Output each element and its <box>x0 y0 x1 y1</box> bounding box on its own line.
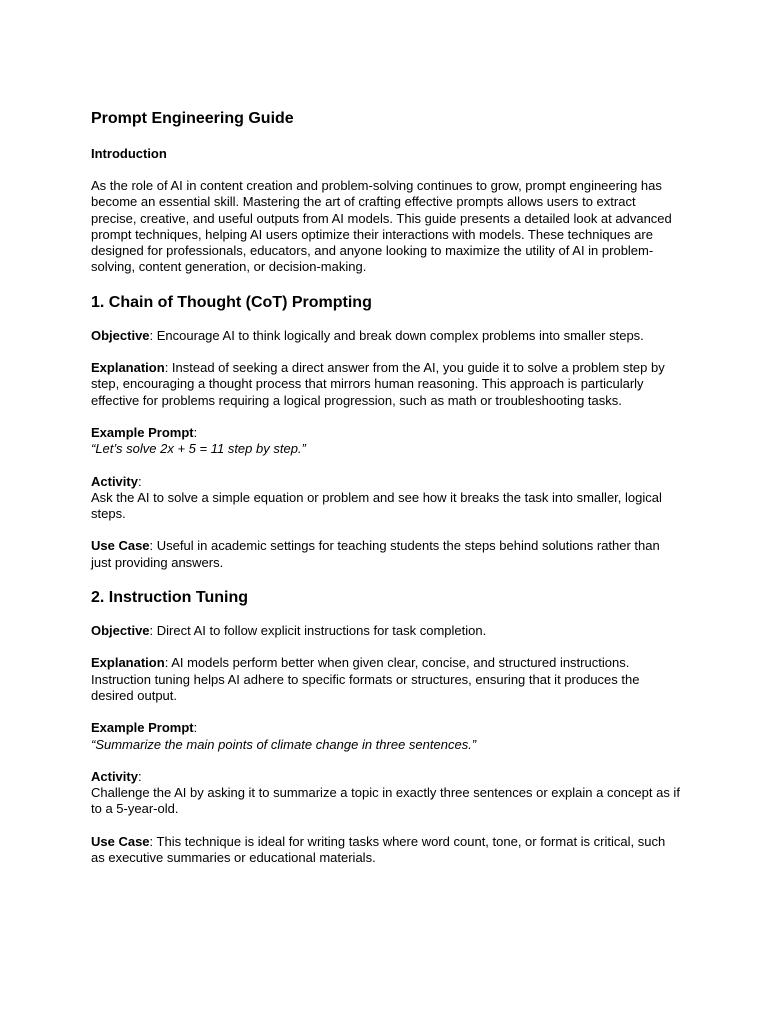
introduction-heading: Introduction <box>91 146 167 161</box>
explanation-text: : AI models perform better when given clear, concise, and structured instructions. Instruction tuning helps AI adhere to specific formats or structures, ensuring that it produces the desired output. <box>91 655 640 703</box>
objective-paragraph <box>91 623 681 639</box>
objective-label: Objective <box>91 327 150 343</box>
document-page <box>91 108 681 882</box>
explanation-paragraph <box>91 655 681 704</box>
use-case-label: Use Case <box>91 833 150 849</box>
objective-text: : Direct AI to follow explicit instructions for task completion. <box>149 623 487 639</box>
introduction-paragraph: As the role of AI in content creation and problem-solving continues to grow, prompt engineering has become an essential skill. Mastering the art of crafting effective prompts allows users to extract precise, creative, and useful outputs from AI models. This guide presents a detailed look at advanced prompt techniques, helping AI users optimize their interactions with models. These techniques are designed for professionals, educators, and anyone looking to maximize the utility of AI in problem-solving, content generation, or decision-making. <box>91 178 672 275</box>
activity-text: Challenge the AI by asking it to summarize a topic in exactly three sentences or explain a concept as if to a 5-year-old. <box>91 785 680 817</box>
objective-paragraph <box>91 328 681 344</box>
example-prompt-text: “Summarize the main points of climate change in three sentences.” <box>91 736 477 752</box>
objective-text: : Encourage AI to think logically and break down complex problems into smaller steps. <box>149 327 644 343</box>
use-case-text: : Useful in academic settings for teaching students the steps behind solutions rather than just providing answers. <box>91 538 660 570</box>
use-case-label: Use Case <box>91 538 150 554</box>
activity-label: Activity <box>91 473 138 489</box>
example-prompt-label: Example Prompt <box>91 424 194 440</box>
activity-text: Ask the AI to solve a simple equation or problem and see how it breaks the task into smaller, logical steps. <box>91 489 662 522</box>
example-prompt-colon: : <box>193 720 198 736</box>
example-prompt-paragraph <box>91 720 681 753</box>
section-heading-chain-of-thought: 1. Chain of Thought (CoT) Prompting <box>91 293 372 311</box>
activity-colon: : <box>137 768 142 784</box>
explanation-label: Explanation <box>91 360 165 376</box>
activity-label: Activity <box>91 768 138 784</box>
explanation-text: : Instead of seeking a direct answer from the AI, you guide it to solve a problem step by step, encouraging a thought process that mirrors human reasoning. This approach is particularly effective for problems requiring a logical progression, such as math or troubleshooting tasks. <box>91 360 665 408</box>
use-case-text: : This technique is ideal for writing tasks where word count, tone, or format is critical, such as executive summaries or educational materials. <box>91 833 666 866</box>
objective-label: Objective <box>91 623 150 639</box>
document-title: Prompt Engineering Guide <box>91 110 294 127</box>
activity-paragraph <box>91 474 681 523</box>
example-prompt-label: Example Prompt <box>91 720 194 736</box>
use-case-paragraph <box>91 834 681 867</box>
activity-paragraph <box>91 769 681 818</box>
explanation-label: Explanation <box>91 655 165 671</box>
activity-colon: : <box>137 473 142 489</box>
example-prompt-colon: : <box>193 424 198 440</box>
example-prompt-text: “Let’s solve 2x + 5 = 11 step by step.” <box>91 441 306 457</box>
explanation-paragraph <box>91 360 681 409</box>
example-prompt-paragraph <box>91 425 681 458</box>
use-case-paragraph <box>91 538 681 571</box>
section-heading-instruction-tuning: 2. Instruction Tuning <box>91 589 249 607</box>
